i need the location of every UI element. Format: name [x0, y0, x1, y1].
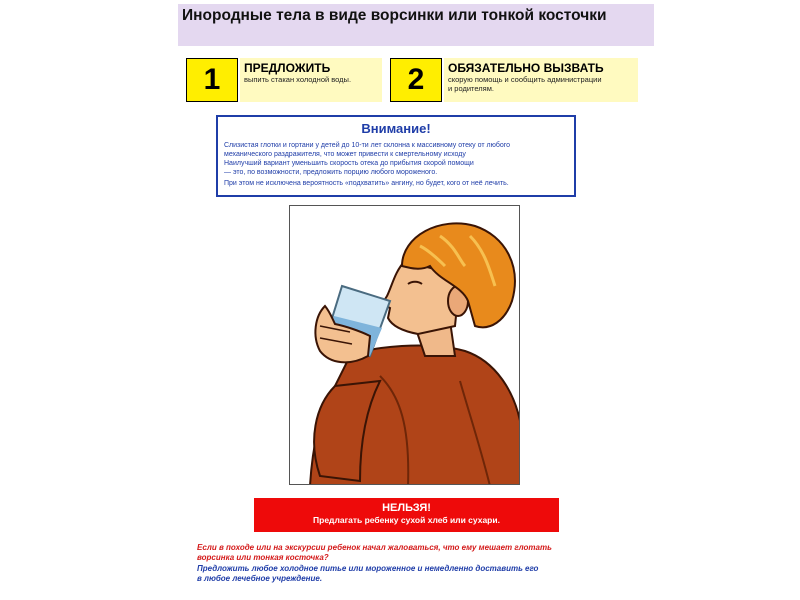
title-banner [178, 4, 654, 46]
attention-line: — это, по возможности, предложить порцию любого мороженого. [224, 169, 438, 176]
forbidden-box [254, 498, 559, 532]
forbidden-text: Предлагать ребенку сухой хлеб или сухари. [313, 515, 500, 525]
boy-drinking-icon [290, 206, 520, 485]
attention-line: Слизистая глотки и гортани у детей до 10-ти лет склонна к массивному отеку от любого [224, 142, 511, 149]
forbidden-title: НЕЛЬЗЯ! [382, 502, 431, 514]
attention-line: Наилучший вариант уменьшить скорость отека до прибытия скорой помощи [224, 160, 474, 167]
step-2-number: 2 [390, 58, 442, 102]
boy-drinking-water-illustration [289, 205, 520, 485]
page-title: Инородные тела в виде ворсинки или тонкой косточки [182, 7, 607, 24]
footer-question-line: Если в походе или на экскурсии ребенок начал жаловаться, что ему мешает глотать [197, 543, 552, 552]
attention-box [216, 115, 576, 197]
footer-answer-line: в любое лечебное учреждение. [197, 574, 323, 583]
step-2-heading: ОБЯЗАТЕЛЬНО ВЫЗВАТЬ [448, 61, 604, 75]
step-1-heading: ПРЕДЛОЖИТЬ [244, 61, 331, 75]
step-1-description: выпить стакан холодной воды. [244, 75, 352, 84]
footer-answer-line: Предложить любое холодное питье или мороженное и немедленно доставить его [197, 564, 539, 573]
attention-line: При этом не исключена вероятность «подхватить» ангину, но будет, кого от неё лечить. [224, 180, 509, 187]
step-2-text [444, 58, 638, 102]
attention-line: механического раздражителя, что может привести к смертельному исходу [224, 151, 466, 158]
footer-question-line: ворсинка или тонкая косточка? [197, 553, 329, 562]
step-2-description-line-1: скорую помощь и сообщить администрации [448, 75, 602, 84]
attention-title: Внимание! [361, 121, 431, 136]
step-1-text [240, 58, 382, 102]
step-2-description-line-2: и родителям. [448, 84, 494, 93]
step-1-number: 1 [186, 58, 238, 102]
